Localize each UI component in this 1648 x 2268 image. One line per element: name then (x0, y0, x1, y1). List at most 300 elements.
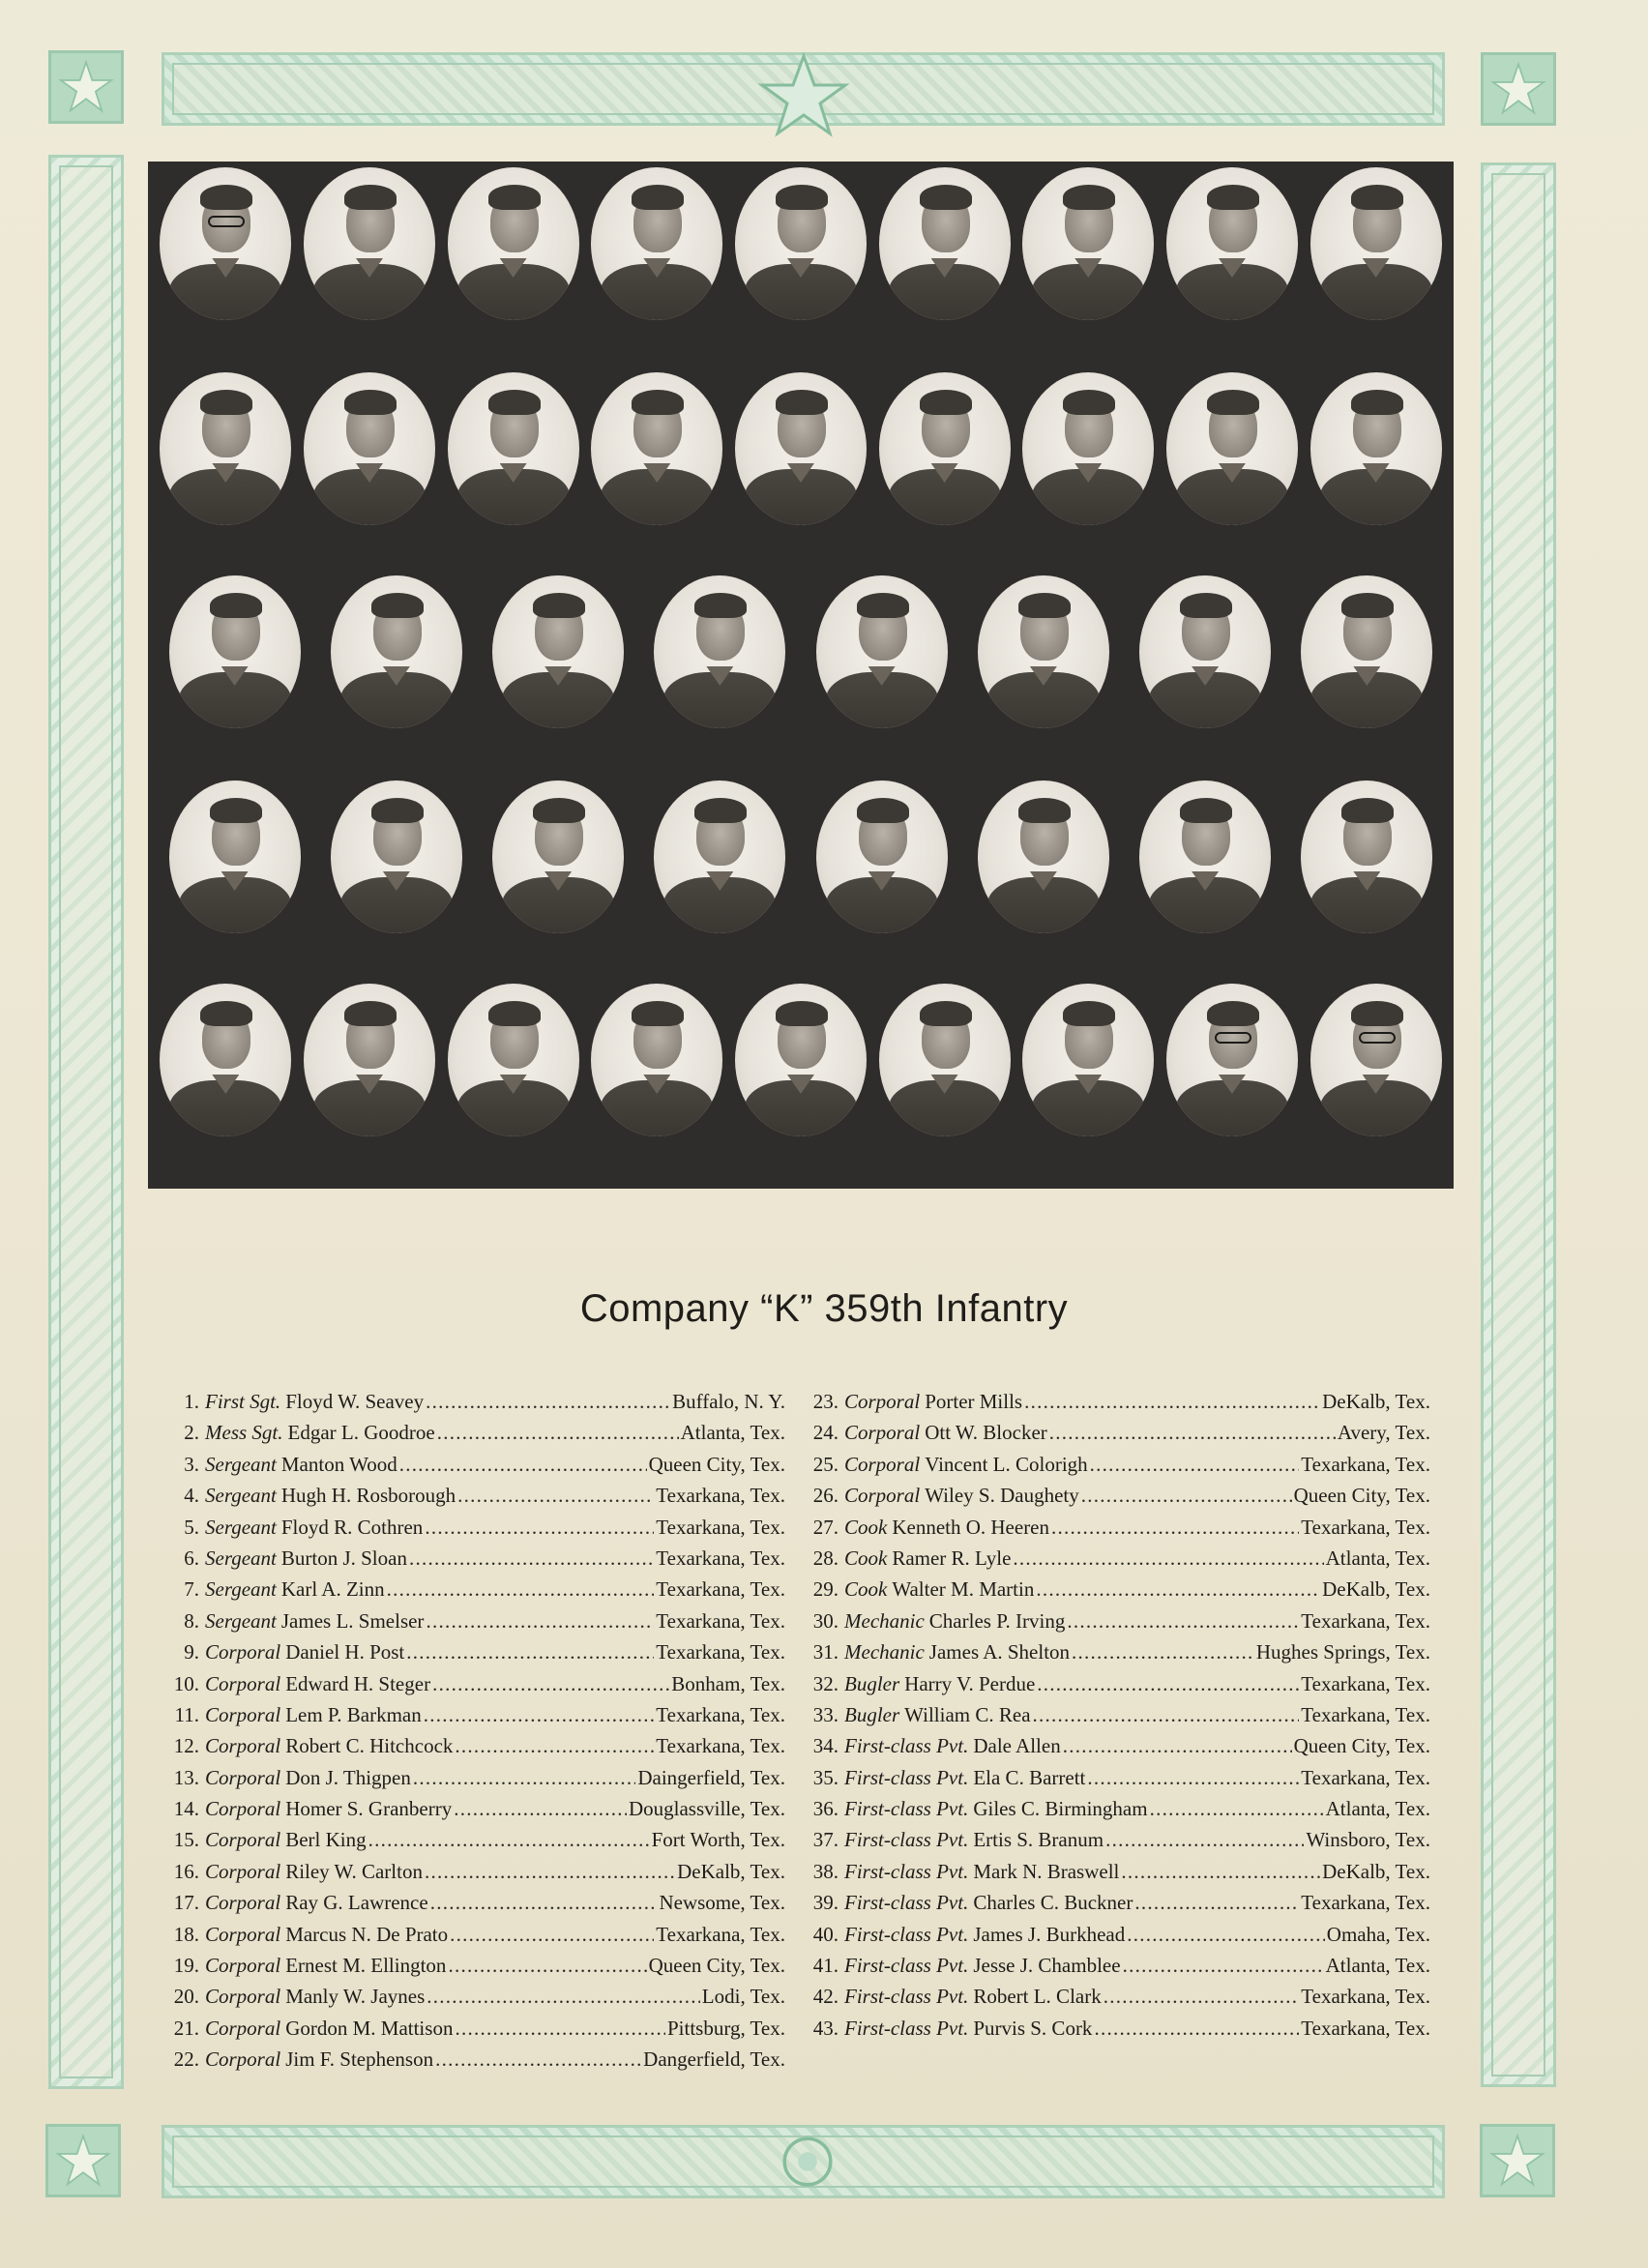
roster-entry (166, 1672, 785, 1703)
entry-name: Floyd W. Seavey (285, 1390, 425, 1413)
soldier-portrait (169, 575, 301, 728)
entry-name: Ertis S. Branum (973, 1828, 1104, 1852)
entry-hometown: Texarkana, Tex. (1301, 2016, 1430, 2040)
entry-name: Kenneth O. Heeren (892, 1515, 1050, 1539)
entry-rank: Corporal (844, 1421, 921, 1445)
entry-name: Karl A. Zinn (280, 1577, 385, 1602)
entry-name: Charles P. Irving (928, 1608, 1066, 1633)
entry-number: 16. (173, 1859, 199, 1883)
entry-hometown: Texarkana, Tex. (656, 1484, 785, 1508)
roster-entry (806, 1390, 1430, 1421)
entry-hometown: Queen City, Tex. (648, 1954, 785, 1978)
entry-rank: Corporal (205, 1734, 281, 1758)
entry-rank: Bugler (844, 1702, 900, 1726)
entry-hometown: Texarkana, Tex. (1301, 1702, 1430, 1726)
entry-hometown: Texarkana, Tex. (1301, 1608, 1430, 1633)
soldier-portrait (654, 575, 785, 728)
roster-left-column (166, 1390, 785, 2079)
leader-dots (455, 2017, 665, 2041)
soldier-portrait (879, 167, 1011, 320)
entry-name: Robert C. Hitchcock (285, 1734, 454, 1758)
entry-name: Jim F. Stephenson (285, 2047, 434, 2072)
entry-rank: First-class Pvt. (844, 1797, 969, 1821)
soldier-portrait (448, 167, 579, 320)
entry-number: 12. (173, 1734, 199, 1758)
entry-rank: First-class Pvt. (844, 1985, 969, 2009)
entry-name: James L. Smelser (280, 1608, 425, 1633)
entry-rank: First-class Pvt. (844, 1891, 969, 1915)
soldier-portrait (879, 984, 1011, 1136)
leader-dots (1104, 1985, 1300, 2009)
soldier-portrait (1166, 167, 1298, 320)
leader-dots (425, 1516, 654, 1540)
entry-name: Porter Mills (925, 1390, 1023, 1413)
soldier-portrait (1301, 781, 1432, 933)
leader-dots (1127, 1923, 1325, 1947)
entry-number: 40. (812, 1922, 839, 1946)
entry-hometown: Texarkana, Tex. (1301, 1515, 1430, 1539)
entry-hometown: Texarkana, Tex. (656, 1702, 785, 1726)
entry-number: 29. (812, 1577, 839, 1602)
entry-hometown: Bonham, Tex. (671, 1671, 785, 1695)
roster-entry (806, 1923, 1430, 1954)
soldier-portrait (448, 984, 579, 1136)
leader-dots (1121, 1860, 1320, 1884)
entry-hometown: Fort Worth, Tex. (651, 1828, 785, 1852)
entry-number: 37. (812, 1828, 839, 1852)
portrait-grid (148, 162, 1454, 1189)
entry-hometown: Texarkana, Tex. (656, 1546, 785, 1570)
entry-rank: Cook (844, 1546, 888, 1570)
soldier-portrait (735, 372, 867, 525)
entry-rank: Corporal (844, 1484, 921, 1508)
entry-number: 15. (173, 1828, 199, 1852)
leader-dots (1037, 1672, 1299, 1696)
roster-entry (806, 1672, 1430, 1703)
roster-entry (806, 1484, 1430, 1515)
entry-name: Wiley S. Daughety (925, 1484, 1079, 1508)
entry-number: 39. (812, 1891, 839, 1915)
roster-entry (166, 1453, 785, 1484)
roster-entry (166, 1546, 785, 1577)
entry-hometown: Avery, Tex. (1337, 1421, 1430, 1445)
entry-number: 22. (173, 2047, 199, 2072)
entry-hometown: Daingerfield, Tex. (637, 1765, 785, 1789)
entry-number: 30. (812, 1608, 839, 1633)
leader-dots (1150, 1797, 1324, 1821)
roster-entry (806, 1734, 1430, 1765)
entry-name: Hugh H. Rosborough (280, 1484, 456, 1508)
leader-dots (435, 2047, 641, 2072)
entry-number: 33. (812, 1702, 839, 1726)
roster-entry (806, 1954, 1430, 1985)
entry-hometown: Texarkana, Tex. (656, 1640, 785, 1664)
entry-number: 42. (812, 1985, 839, 2009)
soldier-portrait (1139, 575, 1271, 728)
entry-rank: First-class Pvt. (844, 1828, 969, 1852)
entry-name: James A. Shelton (928, 1640, 1071, 1664)
entry-rank: Mechanic (844, 1640, 925, 1664)
entry-number: 6. (184, 1546, 199, 1570)
entry-number: 35. (812, 1765, 839, 1789)
soldier-portrait (735, 167, 867, 320)
entry-rank: Sergeant (205, 1546, 277, 1570)
roster-entry (806, 1797, 1430, 1828)
right-ornament-border (1481, 162, 1556, 2087)
leader-dots (1049, 1421, 1336, 1445)
portrait-row (148, 575, 1454, 728)
entry-hometown: Texarkana, Tex. (656, 1515, 785, 1539)
entry-name: Don J. Thigpen (285, 1765, 411, 1789)
entry-number: 28. (812, 1546, 839, 1570)
entry-number: 9. (184, 1640, 199, 1664)
roster-entry (806, 1985, 1430, 2016)
soldier-portrait (160, 984, 291, 1136)
entry-hometown: DeKalb, Tex. (1322, 1577, 1430, 1602)
soldier-portrait (331, 575, 462, 728)
entry-number: 11. (174, 1702, 199, 1726)
roster-entry (806, 1609, 1430, 1640)
entry-hometown: Atlanta, Tex. (1325, 1797, 1430, 1821)
soldier-portrait (1022, 167, 1154, 320)
leader-dots (1067, 1609, 1299, 1634)
roster-entry (806, 2017, 1430, 2047)
entry-hometown: Texarkana, Tex. (656, 1734, 785, 1758)
entry-name: Dale Allen (973, 1734, 1061, 1758)
roster-right-column (806, 1390, 1430, 2047)
soldier-portrait (160, 372, 291, 525)
roster-entry (166, 1484, 785, 1515)
roster-entry (166, 1577, 785, 1608)
soldier-portrait (304, 372, 435, 525)
entry-rank: Cook (844, 1577, 888, 1602)
leader-dots (437, 1421, 679, 1445)
entry-name: Ernest M. Ellington (285, 1954, 447, 1978)
entry-name: Berl King (285, 1828, 367, 1852)
entry-hometown: Hughes Springs, Tex. (1255, 1640, 1430, 1664)
leader-dots (406, 1640, 654, 1664)
portrait-row (148, 372, 1454, 525)
portrait-row (148, 984, 1454, 1136)
entry-name: Ramer R. Lyle (892, 1546, 1012, 1570)
roster-entry (166, 1860, 785, 1891)
leader-dots (457, 1484, 654, 1508)
entry-name: Floyd R. Cothren (280, 1515, 424, 1539)
soldier-portrait (304, 984, 435, 1136)
roster-entry (806, 1453, 1430, 1484)
entry-hometown: Texarkana, Tex. (1301, 1765, 1430, 1789)
leader-dots (426, 1390, 670, 1414)
roster-entry (166, 1985, 785, 2016)
roster-entry (166, 1734, 785, 1765)
leader-dots (368, 1828, 650, 1852)
soldier-portrait (978, 575, 1109, 728)
portrait-row (148, 167, 1454, 320)
roster-entry (806, 1640, 1430, 1671)
entry-number: 31. (812, 1640, 839, 1664)
soldier-portrait (1166, 984, 1298, 1136)
leader-dots (409, 1546, 654, 1571)
entry-name: Riley W. Carlton (285, 1859, 423, 1883)
leader-dots (1051, 1516, 1299, 1540)
leader-dots (1036, 1577, 1320, 1602)
soldier-portrait (448, 372, 579, 525)
entry-rank: First Sgt. (205, 1390, 281, 1413)
soldier-portrait (169, 781, 301, 933)
roster-entry (806, 1546, 1430, 1577)
entry-number: 25. (812, 1452, 839, 1476)
entry-hometown: Newsome, Tex. (659, 1891, 785, 1915)
entry-number: 32. (812, 1671, 839, 1695)
soldier-portrait (591, 167, 722, 320)
soldier-portrait (492, 781, 624, 933)
soldier-portrait (654, 781, 785, 933)
entry-rank: First-class Pvt. (844, 1765, 969, 1789)
entry-number: 23. (812, 1390, 839, 1413)
entry-hometown: Texarkana, Tex. (1301, 1452, 1430, 1476)
roster-entry (166, 1891, 785, 1922)
star-icon (48, 50, 124, 124)
roster-entry (166, 1766, 785, 1797)
entry-name: Manton Wood (280, 1452, 397, 1476)
roster-entry (806, 1516, 1430, 1546)
leader-dots (1094, 2017, 1299, 2041)
roster-entry (166, 1703, 785, 1734)
soldier-portrait (591, 372, 722, 525)
star-icon (1480, 2124, 1555, 2197)
soldier-portrait (735, 984, 867, 1136)
entry-hometown: Omaha, Tex. (1326, 1922, 1430, 1946)
entry-hometown: Douglassville, Tex. (628, 1797, 785, 1821)
roster-entry (806, 1828, 1430, 1859)
entry-number: 8. (184, 1608, 199, 1633)
entry-number: 2. (184, 1421, 199, 1445)
entry-name: James J. Burkhead (973, 1922, 1126, 1946)
entry-hometown: Texarkana, Tex. (656, 1608, 785, 1633)
portrait-row (148, 781, 1454, 933)
entry-number: 18. (173, 1922, 199, 1946)
soldier-portrait (1022, 372, 1154, 525)
entry-rank: Corporal (205, 1891, 281, 1915)
entry-number: 38. (812, 1859, 839, 1883)
entry-name: Giles C. Birmingham (973, 1797, 1148, 1821)
roster-entry (166, 1797, 785, 1828)
entry-rank: Corporal (844, 1452, 921, 1476)
roster-entry (806, 1421, 1430, 1452)
leader-dots (1063, 1734, 1292, 1758)
entry-name: Homer S. Granberry (285, 1797, 453, 1821)
soldier-portrait (1139, 781, 1271, 933)
roster-entry (806, 1766, 1430, 1797)
entry-rank: Corporal (205, 1985, 281, 2009)
entry-rank: Corporal (205, 2016, 281, 2040)
entry-number: 36. (812, 1797, 839, 1821)
entry-number: 21. (173, 2016, 199, 2040)
roster-entry (806, 1703, 1430, 1734)
entry-hometown: Winsboro, Tex. (1306, 1828, 1430, 1852)
entry-number: 14. (173, 1797, 199, 1821)
roster-entry (166, 1421, 785, 1452)
soldier-portrait (331, 781, 462, 933)
entry-number: 20. (173, 1985, 199, 2009)
leader-dots (430, 1891, 658, 1915)
entry-name: Ott W. Blocker (925, 1421, 1047, 1445)
entry-name: Jesse J. Chamblee (973, 1954, 1121, 1978)
leader-dots (1087, 1766, 1299, 1790)
entry-rank: Corporal (205, 1765, 281, 1789)
soldier-portrait (1310, 372, 1442, 525)
entry-hometown: Pittsburg, Tex. (666, 2016, 785, 2040)
entry-number: 10. (173, 1671, 199, 1695)
entry-rank: Cook (844, 1515, 888, 1539)
entry-rank: Corporal (205, 1859, 281, 1883)
entry-name: Vincent L. Colorigh (925, 1452, 1088, 1476)
soldier-portrait (1022, 984, 1154, 1136)
leader-dots (413, 1766, 635, 1790)
leader-dots (387, 1577, 655, 1602)
entry-name: Harry V. Perdue (904, 1671, 1036, 1695)
roster-entry (166, 1954, 785, 1985)
entry-number: 7. (184, 1577, 199, 1602)
entry-number: 1. (184, 1390, 199, 1413)
star-icon (1481, 52, 1556, 126)
soldier-portrait (816, 575, 948, 728)
leader-dots (1134, 1891, 1299, 1915)
entry-rank: Sergeant (205, 1452, 277, 1476)
leader-dots (426, 1609, 654, 1634)
entry-hometown: DeKalb, Tex. (677, 1859, 785, 1883)
entry-number: 34. (812, 1734, 839, 1758)
entry-hometown: Atlanta, Tex. (1325, 1546, 1430, 1570)
entry-hometown: Texarkana, Tex. (1301, 1671, 1430, 1695)
entry-hometown: Queen City, Tex. (1293, 1484, 1430, 1508)
entry-name: Walter M. Martin (892, 1577, 1035, 1602)
entry-rank: Sergeant (205, 1577, 277, 1602)
entry-name: Burton J. Sloan (280, 1546, 407, 1570)
entry-number: 4. (184, 1484, 199, 1508)
leader-dots (1123, 1954, 1324, 1978)
soldier-portrait (816, 781, 948, 933)
entry-rank: Corporal (205, 1828, 281, 1852)
entry-name: William C. Rea (904, 1702, 1031, 1726)
entry-name: Ray G. Lawrence (285, 1891, 428, 1915)
entry-hometown: DeKalb, Tex. (1322, 1859, 1430, 1883)
leader-dots (424, 1703, 655, 1727)
bottom-center-ornament-icon (774, 2128, 841, 2195)
leader-dots (399, 1453, 647, 1477)
entry-number: 43. (812, 2016, 839, 2040)
soldier-portrait (1310, 167, 1442, 320)
entry-rank: Corporal (205, 1702, 281, 1726)
left-ornament-border (48, 155, 124, 2089)
entry-rank: Corporal (205, 1640, 281, 1664)
soldier-portrait (978, 781, 1109, 933)
entry-name: Marcus N. De Prato (285, 1922, 449, 1946)
entry-number: 17. (173, 1891, 199, 1915)
leader-dots (425, 1860, 675, 1884)
soldier-portrait (1310, 984, 1442, 1136)
leader-dots (1033, 1703, 1300, 1727)
entry-number: 19. (173, 1954, 199, 1978)
entry-hometown: Texarkana, Tex. (656, 1922, 785, 1946)
entry-rank: Sergeant (205, 1608, 277, 1633)
roster-entry (166, 1609, 785, 1640)
entry-name: Mark N. Braswell (973, 1859, 1120, 1883)
entry-rank: First-class Pvt. (844, 2016, 969, 2040)
leader-dots (432, 1672, 669, 1696)
soldier-portrait (160, 167, 291, 320)
entry-rank: Sergeant (205, 1484, 277, 1508)
roster-entry (806, 1577, 1430, 1608)
soldier-portrait (1301, 575, 1432, 728)
leader-dots (1072, 1640, 1254, 1664)
soldier-portrait (879, 372, 1011, 525)
entry-hometown: Lodi, Tex. (701, 1985, 785, 2009)
roster-entry (166, 2047, 785, 2078)
roster-entry (166, 1828, 785, 1859)
entry-hometown: Buffalo, N. Y. (672, 1390, 785, 1413)
entry-rank: Sergeant (205, 1515, 277, 1539)
entry-name: Charles C. Buckner (973, 1891, 1133, 1915)
entry-name: Edward H. Steger (285, 1671, 431, 1695)
entry-name: Lem P. Barkman (285, 1702, 422, 1726)
roster-entry (166, 1390, 785, 1421)
entry-hometown: Queen City, Tex. (648, 1452, 785, 1476)
entry-hometown: Dangerfield, Tex. (643, 2047, 785, 2072)
entry-number: 24. (812, 1421, 839, 1445)
roster-entry (166, 1640, 785, 1671)
leader-dots (427, 1985, 700, 2009)
page-title: Company “K” 359th Infantry (579, 1287, 1069, 1330)
entry-name: Gordon M. Mattison (285, 2016, 454, 2040)
entry-hometown: Texarkana, Tex. (1301, 1985, 1430, 2009)
leader-dots (450, 1923, 654, 1947)
entry-hometown: Queen City, Tex. (1293, 1734, 1430, 1758)
entry-rank: Mechanic (844, 1608, 925, 1633)
entry-number: 27. (812, 1515, 839, 1539)
soldier-portrait (304, 167, 435, 320)
center-star-icon (755, 48, 852, 145)
entry-rank: Corporal (205, 1922, 281, 1946)
entry-hometown: Atlanta, Tex. (1325, 1954, 1430, 1978)
leader-dots (454, 1797, 627, 1821)
entry-rank: Corporal (205, 2047, 281, 2072)
roster-entry (166, 1923, 785, 1954)
roster-entry (166, 2017, 785, 2047)
entry-name: Robert L. Clark (973, 1985, 1102, 2009)
soldier-portrait (492, 575, 624, 728)
entry-name: Edgar L. Goodroe (287, 1421, 435, 1445)
soldier-portrait (591, 984, 722, 1136)
entry-rank: Corporal (844, 1390, 921, 1413)
leader-dots (1090, 1453, 1300, 1477)
leader-dots (448, 1954, 646, 1978)
leader-dots (1013, 1546, 1323, 1571)
entry-rank: First-class Pvt. (844, 1954, 969, 1978)
roster-entry (806, 1891, 1430, 1922)
roster-entry (166, 1516, 785, 1546)
entry-rank: First-class Pvt. (844, 1734, 969, 1758)
entry-number: 41. (812, 1954, 839, 1978)
roster-entry (806, 1860, 1430, 1891)
entry-name: Manly W. Jaynes (285, 1985, 426, 2009)
entry-name: Ela C. Barrett (973, 1765, 1086, 1789)
entry-hometown: DeKalb, Tex. (1322, 1390, 1430, 1413)
entry-rank: Corporal (205, 1954, 281, 1978)
leader-dots (1024, 1390, 1320, 1414)
entry-rank: Bugler (844, 1671, 900, 1695)
leader-dots (455, 1734, 654, 1758)
